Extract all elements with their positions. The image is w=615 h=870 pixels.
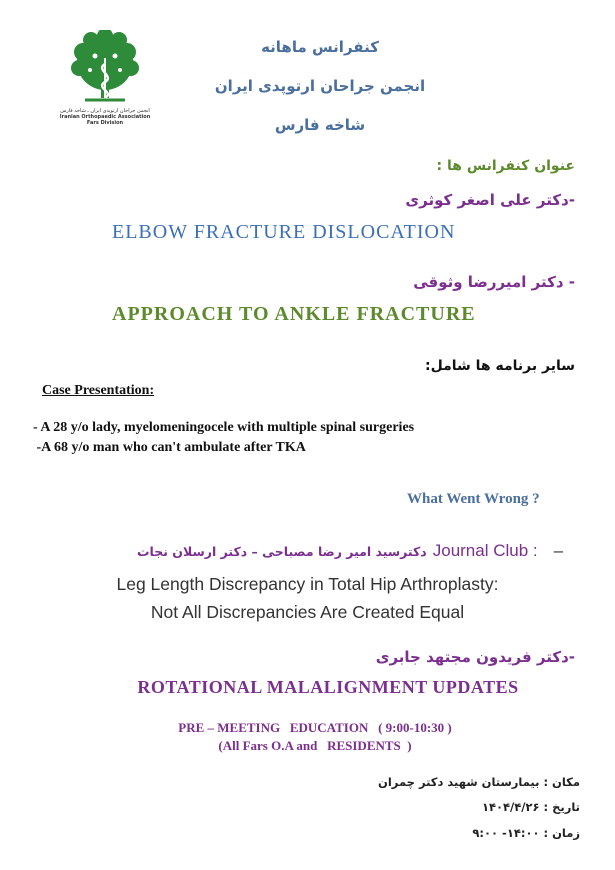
talk2-title: APPROACH TO ANKLE FRACTURE — [112, 303, 476, 325]
journal-club-dash: – — [553, 541, 564, 560]
what-went-wrong: What Went Wrong ? — [407, 491, 540, 507]
date: تاریخ : ۱۴۰۴/۴/۲۶ — [481, 800, 580, 814]
case-item-1: - A 28 y/o lady, myelomeningocele with multiple spinal surgeries — [33, 420, 415, 435]
case-item-2: -A 68 y/o man who can't ambulate after TKA — [33, 440, 306, 455]
pre-meeting-line-2: (All Fars O.A and RESIDENTS ) — [218, 738, 412, 753]
talk2-speaker: - دکتر امیررضا وثوقی — [413, 273, 575, 291]
other-programs-heading: سایر برنامه ها شامل: — [424, 358, 575, 374]
journal-club-line — [137, 541, 563, 561]
logo-caption-fa: انجمن جراحان ارتوپدی ایران ـ شاخه فارس — [60, 108, 150, 114]
journal-club-speakers: دکترسید امیر رضا مصباحی – دکتر ارسلان نجات — [137, 544, 427, 559]
header-line-2: انجمن جراحان ارتوپدی ایران — [214, 77, 426, 95]
logo-caption-en-2: Fars Division — [86, 120, 124, 126]
logo-caption-en-1: Iranian Orthopaedic Association — [59, 114, 151, 120]
time: زمان : ۱۴:۰۰- ۹:۰۰ — [472, 826, 580, 840]
talk3-speaker: -دکتر فریدون مجتهد جابری — [375, 648, 575, 666]
talk1-speaker: -دکتر علی اصغر کوثری — [405, 191, 575, 209]
case-presentation-heading: Case Presentation: — [42, 383, 155, 398]
header-line-1: کنفرانس ماهانه — [261, 38, 379, 56]
journal-club-title-line-1: Leg Length Discrepancy in Total Hip Arthroplasty: — [116, 574, 499, 594]
journal-club-label: Journal Club : — [432, 541, 538, 560]
talk1-title: ELBOW FRACTURE DISLOCATION — [112, 221, 456, 243]
talk3-title: ROTATIONAL MALALIGNMENT UPDATES — [137, 677, 519, 697]
logo-caption — [55, 108, 155, 126]
venue: مکان : بیمارستان شهید دکتر چمران — [378, 775, 580, 789]
tree-with-caduceus-icon — [55, 30, 155, 110]
header-line-3: شاخه فارس — [274, 116, 366, 134]
pre-meeting-line-1: PRE – MEETING EDUCATION ( 9:00-10:30 ) — [178, 720, 452, 735]
journal-club-title-line-2: Not All Discrepancies Are Created Equal — [150, 602, 465, 622]
conference-titles-heading: عنوان کنفرانس ها : — [436, 158, 575, 174]
